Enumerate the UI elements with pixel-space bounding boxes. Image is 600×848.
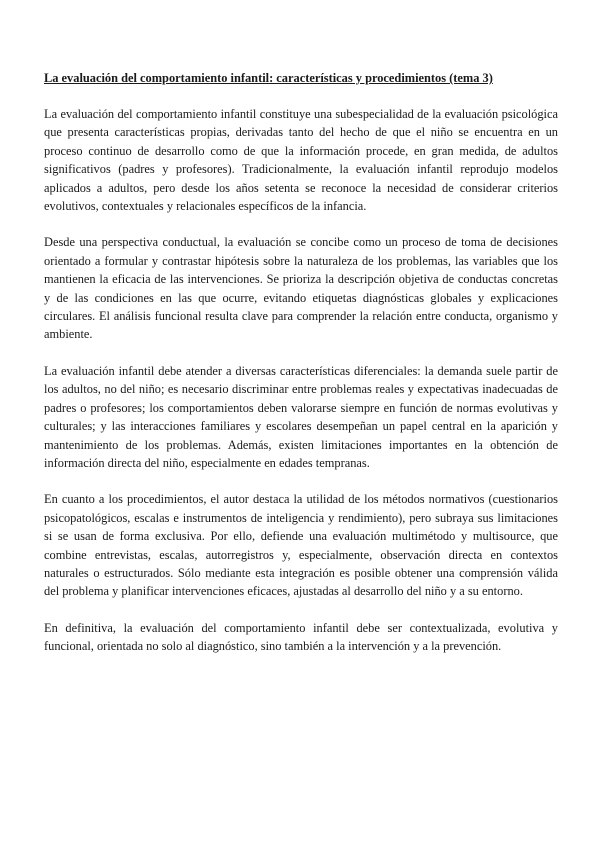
paragraph-5: En definitiva, la evaluación del comportamiento infantil debe ser contextualizada, evolutiva y funcional, orientada no solo al diagnóstico, sino también a la intervención y a la prevención. xyxy=(44,620,558,654)
document-page xyxy=(44,70,558,674)
document-title: La evaluación del comportamiento infantil: características y procedimientos (tema 3) xyxy=(44,71,493,85)
paragraph-1: La evaluación del comportamiento infantil constituye una subespecialidad de la evaluación psicológica que presenta características propias, derivadas tanto del hecho de que el niño se encuentra en un proceso continuo de desarrollo como de que la información procede, en gran medida, de adultos significativos (padres y profesores). Tradicionalmente, la evaluación infantil reprodujo modelos aplicados a adultos, pero desde los años setenta se reconoce la necesidad de considerar criterios evolutivos, contextuales y relacionales específicos de la infancia. xyxy=(44,107,558,214)
paragraph-2: Desde una perspectiva conductual, la evaluación se concibe como un proceso de toma de decisiones orientado a formular y contrastar hipótesis sobre la naturaleza de los problemas, las variables que los mantienen la eficacia de las intervenciones. Se prioriza la descripción objetiva de conductas concretas y de las condiciones en las que ocurre, evitando etiquetas diagnósticas globales y explicaciones circulares. El análisis funcional resulta clave para comprender la relación entre conducta, organismo y ambiente. xyxy=(44,235,558,342)
paragraph-3: La evaluación infantil debe atender a diversas características diferenciales: la demanda suele partir de los adultos, no del niño; es necesario discriminar entre problemas reales y expectativas inadecuadas de padres o profesores; los comportamientos deben valorarse siempre en función de normas evolutivas y culturales; y las interacciones familiares y escolares desempeñan un papel central en la aparición y mantenimiento de los problemas. Además, existen limitaciones importantes en la obtención de información directa del niño, especialmente en edades tempranas. xyxy=(44,363,558,470)
paragraph-4: En cuanto a los procedimientos, el autor destaca la utilidad de los métodos normativos (cuestionarios psicopatológicos, escalas e instrumentos de inteligencia y rendimiento), pero subraya sus limitaciones si se usan de forma exclusiva. Por ello, defiende una evaluación multimétodo y multisource, que combine entrevistas, escalas, autorregistros y, especialmente, observación directa en contextos naturales o estructurados. Sólo mediante esta integración es posible obtener una comprensión válida del problema y planificar intervenciones eficaces, ajustadas al desarrollo del niño y a su entorno. xyxy=(44,492,558,599)
